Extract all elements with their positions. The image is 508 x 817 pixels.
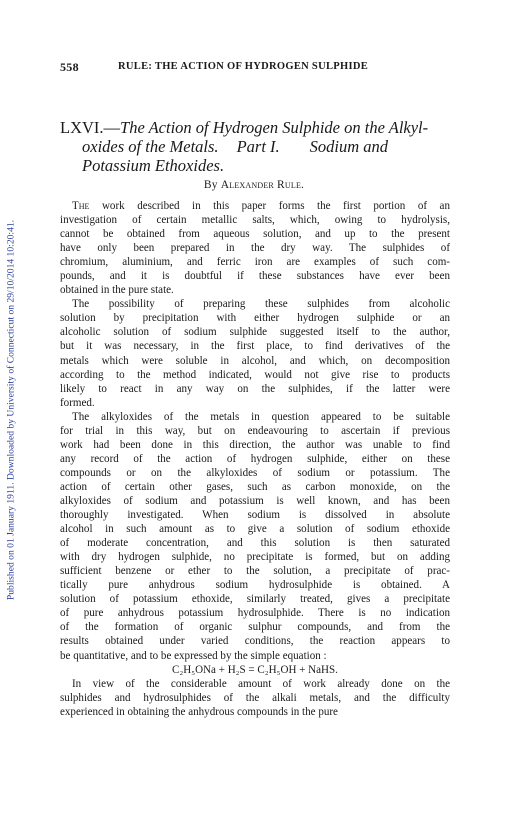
- article-title: [60, 118, 452, 175]
- text-line: alcoholic solution of sodium sulphide suggested itself to the author,: [60, 326, 450, 339]
- text-line: chromium, aluminium, and ferric iron are examples of such com-: [60, 256, 450, 269]
- byline-by: By: [203, 179, 218, 191]
- text-line: solution by precipitation with either hydrogen sulphide or an: [60, 312, 450, 325]
- text-line: The possibility of preparing these sulphides from alcoholic: [72, 298, 450, 311]
- text-line: for trial in this way, but on endeavouring to ascertain if previous: [60, 424, 450, 437]
- paragraph: [60, 297, 450, 409]
- text-line: but it was necessary, in the first place, to find derivatives of the: [60, 340, 450, 353]
- text-line: be quantitative, and to be expressed by the simple equation :: [60, 649, 327, 662]
- text-line: solution of potassium ethoxide, similarly treated, gives a precipitate: [60, 593, 450, 606]
- text-line: The work described in this paper forms the first portion of an: [72, 200, 450, 212]
- text-line: of moderate concentration, and this solution is then saturated: [60, 537, 450, 550]
- text-line: thoroughly investigated. When sodium is dissolved in absolute: [60, 509, 450, 522]
- text-line: alkyloxides of sodium and potassium is well known, and has been: [60, 494, 450, 507]
- text-line: sulphides and hydrosulphides of the alkali metals, and the difficulty: [60, 691, 450, 704]
- page-number: 558: [60, 60, 79, 74]
- paragraph: [60, 410, 450, 663]
- paragraph: [60, 199, 450, 297]
- download-watermark-text: Published on 01 January 1911. Downloaded by University of Connecticut on 29/10/2014 10:20:41.: [5, 219, 17, 601]
- text-line: experienced in obtaining the anhydrous compounds in the pure: [60, 705, 338, 718]
- text-line: of the formation of organic sulphur compounds, and from the: [60, 621, 450, 634]
- title-line-3: Potassium Ethoxides.: [82, 156, 225, 175]
- text-line: any record of the action of hydrogen sulphide, either on these: [60, 452, 450, 465]
- title-text-2a: oxides of the Metals.: [82, 137, 219, 156]
- text-line: pounds, and it is doubtful if these substances have ever been: [60, 270, 450, 283]
- text-line: with dry hydrogen sulphide, no precipitate is formed, but on adding: [60, 551, 450, 564]
- text-line: alcohol in such amount as to give a solution of sodium ethoxide: [60, 523, 450, 536]
- text-line: compounds or on the alkyloxides of sodium or potassium. The: [60, 466, 450, 479]
- paragraph: [60, 677, 450, 719]
- text-line: tically pure anhydrous sodium hydrosulphide is obtained. A: [60, 579, 450, 592]
- text-line: according to the method indicated, would not give rise to products: [60, 368, 450, 381]
- text-line: obtained in the pure state.: [60, 284, 174, 297]
- chemical-equation: C₂H₅ONa + H₂S = C₂H₅OH + NaHS.: [172, 663, 338, 676]
- title-text-2b: Part I.: [236, 137, 280, 156]
- title-text-2c: Sodium and: [309, 137, 389, 156]
- running-title: RULE: THE ACTION OF HYDROGEN SULPHIDE: [118, 61, 369, 72]
- text-line: sufficient benzene or ether to the solution, a precipitate of prac-: [60, 565, 450, 578]
- text-line: have only been prepared in the dry way. The sulphides of: [60, 242, 450, 255]
- text-line: results obtained under varied conditions, the reaction appears to: [60, 635, 450, 648]
- text-line: likely to react in any way on the sulphides, if the latter were: [60, 382, 450, 395]
- text-line: In view of the considerable amount of work already done on the: [72, 677, 450, 690]
- author-name: Alexander Rule.: [220, 179, 305, 191]
- title-line-1: [60, 118, 452, 137]
- title-text-1: The Action of Hydrogen Sulphide on the Alkyl-: [120, 118, 429, 137]
- text-line: action of certain other gases, such as carbon monoxide, on the: [60, 480, 450, 493]
- text-line: work had been done in this direction, the author was unable to find: [60, 438, 450, 451]
- title-line-2: [60, 137, 452, 156]
- article-label: LXVI.—: [60, 118, 121, 137]
- text-line: investigation of certain metallic salts, which, owing to hydrolysis,: [60, 214, 450, 227]
- article-body: [60, 199, 450, 719]
- download-watermark: [4, 60, 18, 760]
- text-line: cannot be obtained from aqueous solution, and up to the present: [60, 228, 450, 241]
- text-line: formed.: [60, 396, 95, 409]
- byline: [0, 179, 508, 191]
- text-line: metals which were soluble in alcohol, and which, on decomposition: [60, 354, 450, 367]
- text-line: The alkyloxides of the metals in question appeared to be suitable: [72, 410, 450, 423]
- text-line: of pure anhydrous potassium hydrosulphide. There is no indication: [60, 607, 450, 620]
